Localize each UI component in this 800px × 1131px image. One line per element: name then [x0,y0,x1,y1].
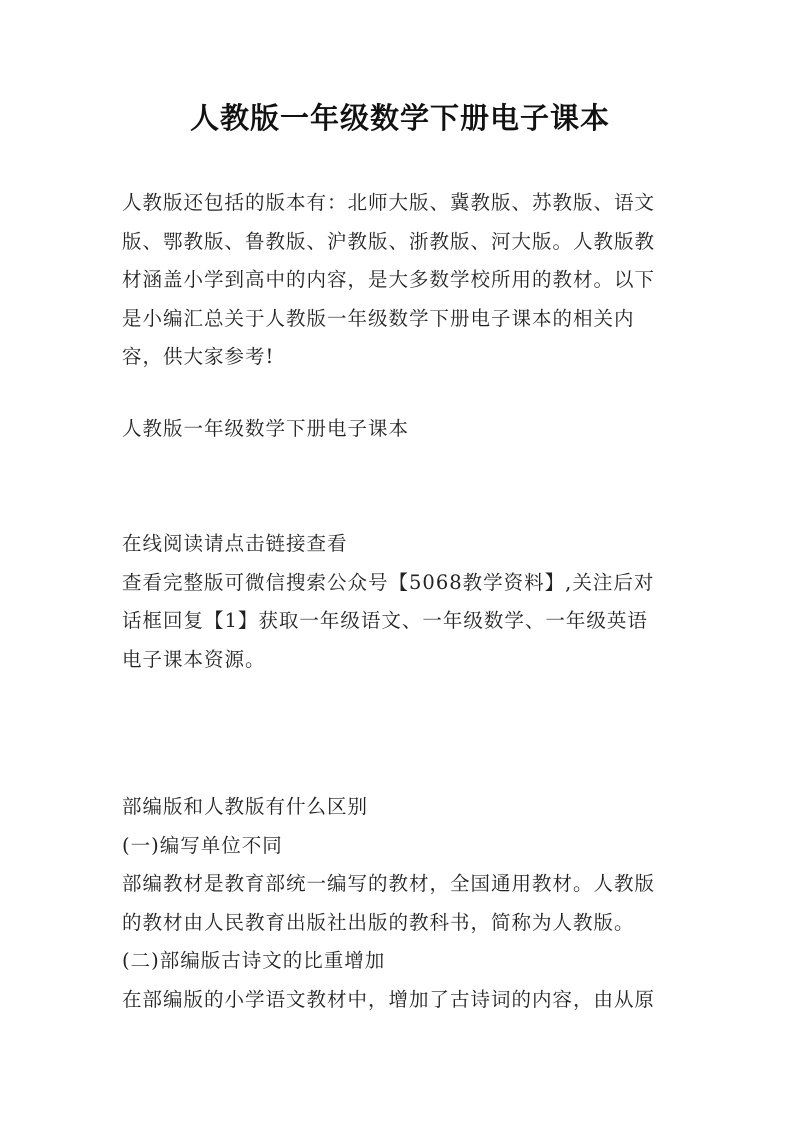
text-line: 查看完整版可微信搜索公众号【5068教学资料】,关注后对 [122,570,655,594]
text-line: 容，供大家参考! [122,345,275,368]
difference-section [122,788,682,1019]
intro-paragraph [122,184,682,377]
document-title: 人教版一年级数学下册电子课本 [189,101,610,135]
text-line: 在部编版的小学语文教材中，增加了古诗词的内容，由从原 [122,987,656,1011]
text-line: 是小编汇总关于人教版一年级数学下册电子课本的相关内 [122,306,635,330]
text-line: 部编教材是教育部统一编写的教材，全国通用教材。人教版 [122,872,656,895]
text-line: 人教版一年级数学下册电子课本 [122,417,410,440]
subheading: (一)编写单位不同 [122,833,283,857]
section-heading: 部编版和人教版有什么区别 [122,795,369,818]
text-line: 版、鄂教版、鲁教版、沪教版、浙教版、河大版。人教版教 [122,229,656,253]
online-reading-paragraph [122,525,682,679]
text-line: 的教材由人民教育出版社出版的教科书，简称为人教版。 [122,910,635,934]
text-line: 电子课本资源。 [122,647,266,671]
subheading: (二)部编版古诗文的比重增加 [122,949,386,972]
text-line: 在线阅读请点击链接查看 [122,532,348,555]
text-line: 话框回复【1】获取一年级语文、一年级数学、一年级英语 [122,609,648,632]
section-subtitle [122,410,682,449]
text-line: 人教版还包括的版本有：北师大版、冀教版、苏教版、语文 [122,191,656,214]
text-line: 材涵盖小学到高中的内容，是大多数学校所用的教材。以下 [122,268,656,291]
